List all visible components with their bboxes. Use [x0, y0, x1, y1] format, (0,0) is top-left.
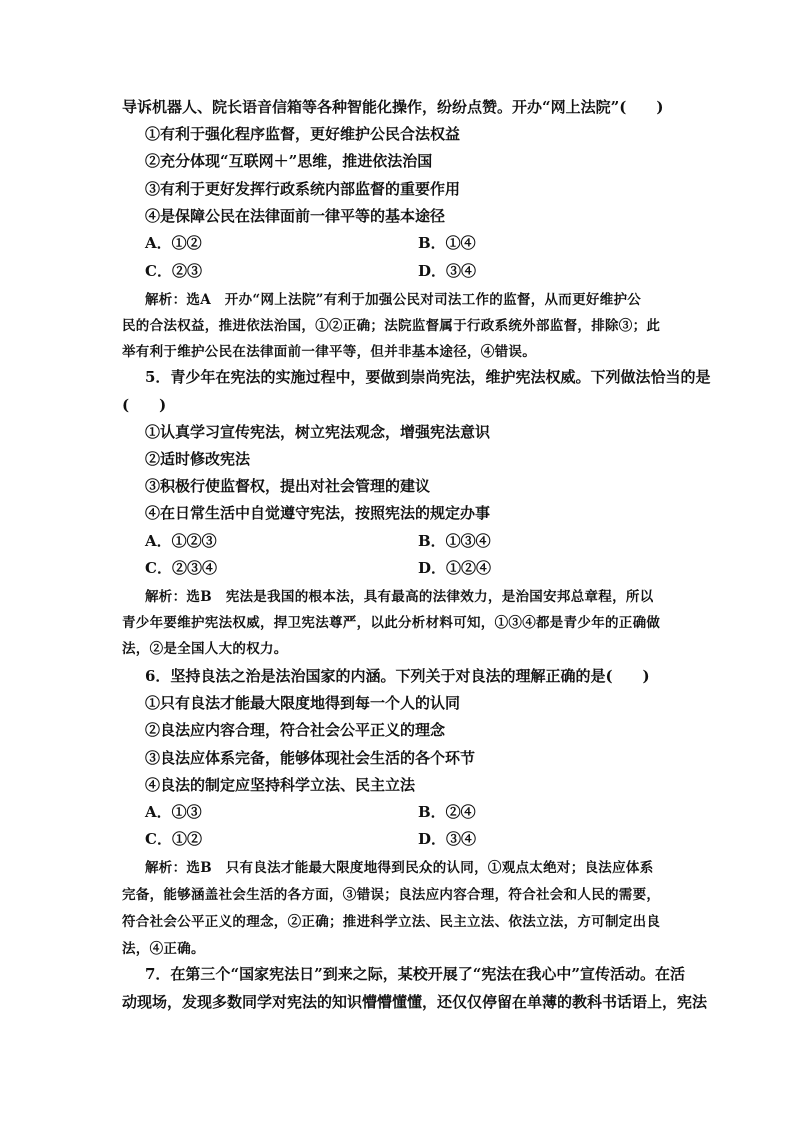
q4-analysis-line-2: 民的合法权益，推进依法治国，①②正确；法院监督属于行政系统外部监督，排除③；此	[122, 318, 661, 334]
q5-item-2: ②适时修改宪法	[145, 450, 251, 468]
q5-item-3: ③积极行使监督权，提出对社会管理的建议	[145, 477, 431, 495]
q6-option-a: A．①③	[145, 803, 202, 821]
q6-item-3: ③良法应体系完备，能够体现社会生活的各个环节	[145, 749, 476, 767]
q4-option-c: C．②③	[145, 262, 202, 280]
q5-stem-line-1: 5．青少年在宪法的实施过程中，要做到崇尚宪法，维护宪法权威。下列做法恰当的是	[145, 368, 711, 386]
q6-option-b: B．②④	[418, 803, 476, 821]
q6-stem: 6．坚持良法之治是法治国家的内涵。下列关于对良法的理解正确的是( )	[145, 667, 650, 685]
q5-item-4: ④在日常生活中自觉遵守宪法，按照宪法的规定办事	[145, 504, 491, 522]
q4-stem-tail: 导诉机器人、院长语音信箱等各种智能化操作，纷纷点赞。开办“网上法院”( )	[122, 98, 664, 116]
q4-option-a: A．①②	[145, 234, 202, 252]
q5-option-d: D．①②④	[418, 559, 492, 577]
q7-stem-line-2: 动现场，发现多数同学对宪法的知识懵懵懂懂，还仅仅停留在单薄的教科书话语上，宪法	[122, 993, 708, 1011]
q5-analysis-line-3: 法，②是全国人大的权力。	[122, 641, 288, 657]
q4-analysis-line-3: 举有利于维护公民在法律面前一律平等，但并非基本途径，④错误。	[122, 344, 536, 360]
q5-option-b: B．①③④	[418, 532, 491, 550]
q4-item-3: ③有利于更好发挥行政系统内部监督的重要作用	[145, 180, 461, 198]
q6-option-d: D．③④	[418, 830, 477, 848]
q4-item-1: ①有利于强化程序监督，更好维护公民合法权益	[145, 125, 461, 143]
q6-item-1: ①只有良法才能最大限度地得到每一个人的认同	[145, 694, 461, 712]
q6-option-c: C．①②	[145, 830, 202, 848]
q6-analysis-line-1: 解析：选B 只有良法才能最大限度地得到民众的认同，①观点太绝对；良法应体系	[145, 860, 654, 876]
q4-item-2: ②充分体现“互联网＋”思维，推进依法治国	[145, 152, 433, 170]
q4-item-4: ④是保障公民在法律面前一律平等的基本途径	[145, 207, 446, 225]
q5-analysis-line-1: 解析：选B 宪法是我国的根本法，具有最高的法律效力，是治国安邦总章程，所以	[145, 589, 654, 605]
q6-item-2: ②良法应内容合理，符合社会公平正义的理念	[145, 721, 446, 739]
q7-stem-line-1: 7．在第三个“国家宪法日”到来之际，某校开展了“宪法在我心中”宣传活动。在活	[145, 965, 685, 983]
q6-analysis-line-4: 法，④正确。	[122, 941, 205, 957]
q5-option-c: C．②③④	[145, 559, 217, 577]
q4-option-d: D．③④	[418, 262, 477, 280]
q5-stem-line-2: ( )	[122, 396, 167, 414]
q4-option-b: B．①④	[418, 234, 476, 252]
q5-analysis-line-2: 青少年要维护宪法权威，捍卫宪法尊严，以此分析材料可知，①③④都是青少年的正确做	[122, 615, 661, 631]
q6-item-4: ④良法的制定应坚持科学立法、民主立法	[145, 776, 416, 794]
q4-analysis-line-1: 解析：选A 开办“网上法院”有利于加强公民对司法工作的监督，从而更好维护公	[145, 292, 642, 308]
q5-item-1: ①认真学习宣传宪法，树立宪法观念，增强宪法意识	[145, 423, 491, 441]
q6-analysis-line-3: 符合社会公平正义的理念，②正确；推进科学立法、民主立法、依法立法，方可制定出良	[122, 914, 661, 930]
q6-analysis-line-2: 完备，能够涵盖社会生活的各方面，③错误；良法应内容合理，符合社会和人民的需要，	[122, 887, 661, 903]
q5-option-a: A．①②③	[145, 532, 217, 550]
